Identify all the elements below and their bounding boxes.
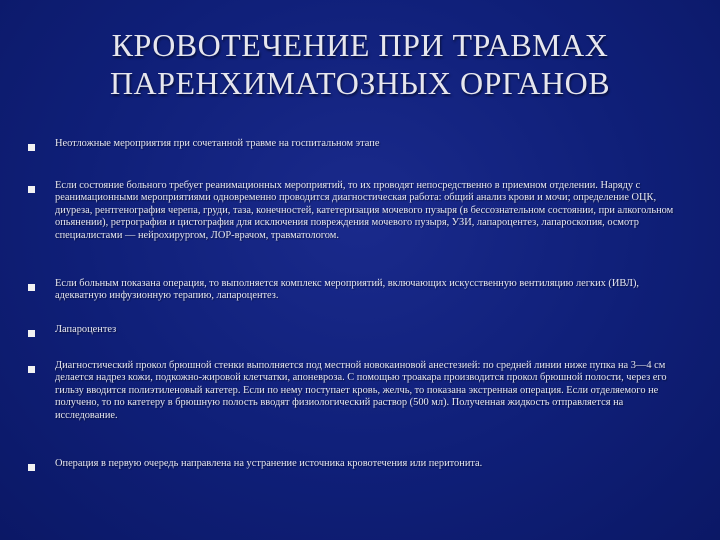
square-bullet-icon bbox=[28, 186, 35, 193]
square-bullet-icon bbox=[28, 284, 35, 291]
square-bullet-icon bbox=[28, 366, 35, 373]
list-item-text: Диагностический прокол брюшной стенки выполняется под местной новокаиновой анестезией: по средней линии ниже пупка на 3—4 см делается надрез кожи, подкожно-жировой клетчатки, апоневроза. С помощью троакара производится прокол брюшной полости, через его гильзу вводится полиэтиленовый катетер. Если по нему поступает кровь, желчь, то показана экстренная операция. Если отделяемого не получено, то по катетеру в брюшную полость вводят физиологический раствор (500 мл). Полученная жидкость отправляется на исследование. bbox=[55, 360, 667, 421]
list-item-text: Лапароцентез bbox=[55, 324, 117, 335]
list-item-text: Если больным показана операция, то выполняется комплекс мероприятий, включающих искусственную вентиляцию легких (ИВЛ), адекватную инфузионную терапию, лапароцентез. bbox=[55, 278, 640, 302]
square-bullet-icon bbox=[28, 330, 35, 337]
title-line-1: КРОВОТЕЧЕНИЕ ПРИ ТРАВМАХ bbox=[111, 27, 609, 63]
list-item-text: Если состояние больного требует реанимационных мероприятий, то их проводят непосредственно в приемном отделении. Наряду с реанимационными мероприятиями одновременно проводится диагностическая работа: общий анализ крови и мочи; определение ОЦК, диуреза, рентгенография черепа, груди, таза, конечностей, катетеризация мочевого пузыря (в бессознательном состоянии, при алкогольном опьянении), ретрография и цистография для исключения повреждения мочевого пузыря, УЗИ, лапароцентез, лапароскопия, осмотр специалистами — нейрохирургом, ЛОР-врачом, травматологом. bbox=[55, 180, 674, 241]
list-item-text: Операция в первую очередь направлена на устранение источника кровотечения или перитонита. bbox=[55, 458, 483, 469]
slide-title bbox=[40, 26, 680, 102]
square-bullet-icon bbox=[28, 464, 35, 471]
title-line-2: ПАРЕНХИМАТОЗНЫХ ОРГАНОВ bbox=[109, 65, 611, 101]
square-bullet-icon bbox=[28, 144, 35, 151]
list-item-text: Неотложные мероприятия при сочетанной травме на госпитальном этапе bbox=[55, 138, 380, 149]
